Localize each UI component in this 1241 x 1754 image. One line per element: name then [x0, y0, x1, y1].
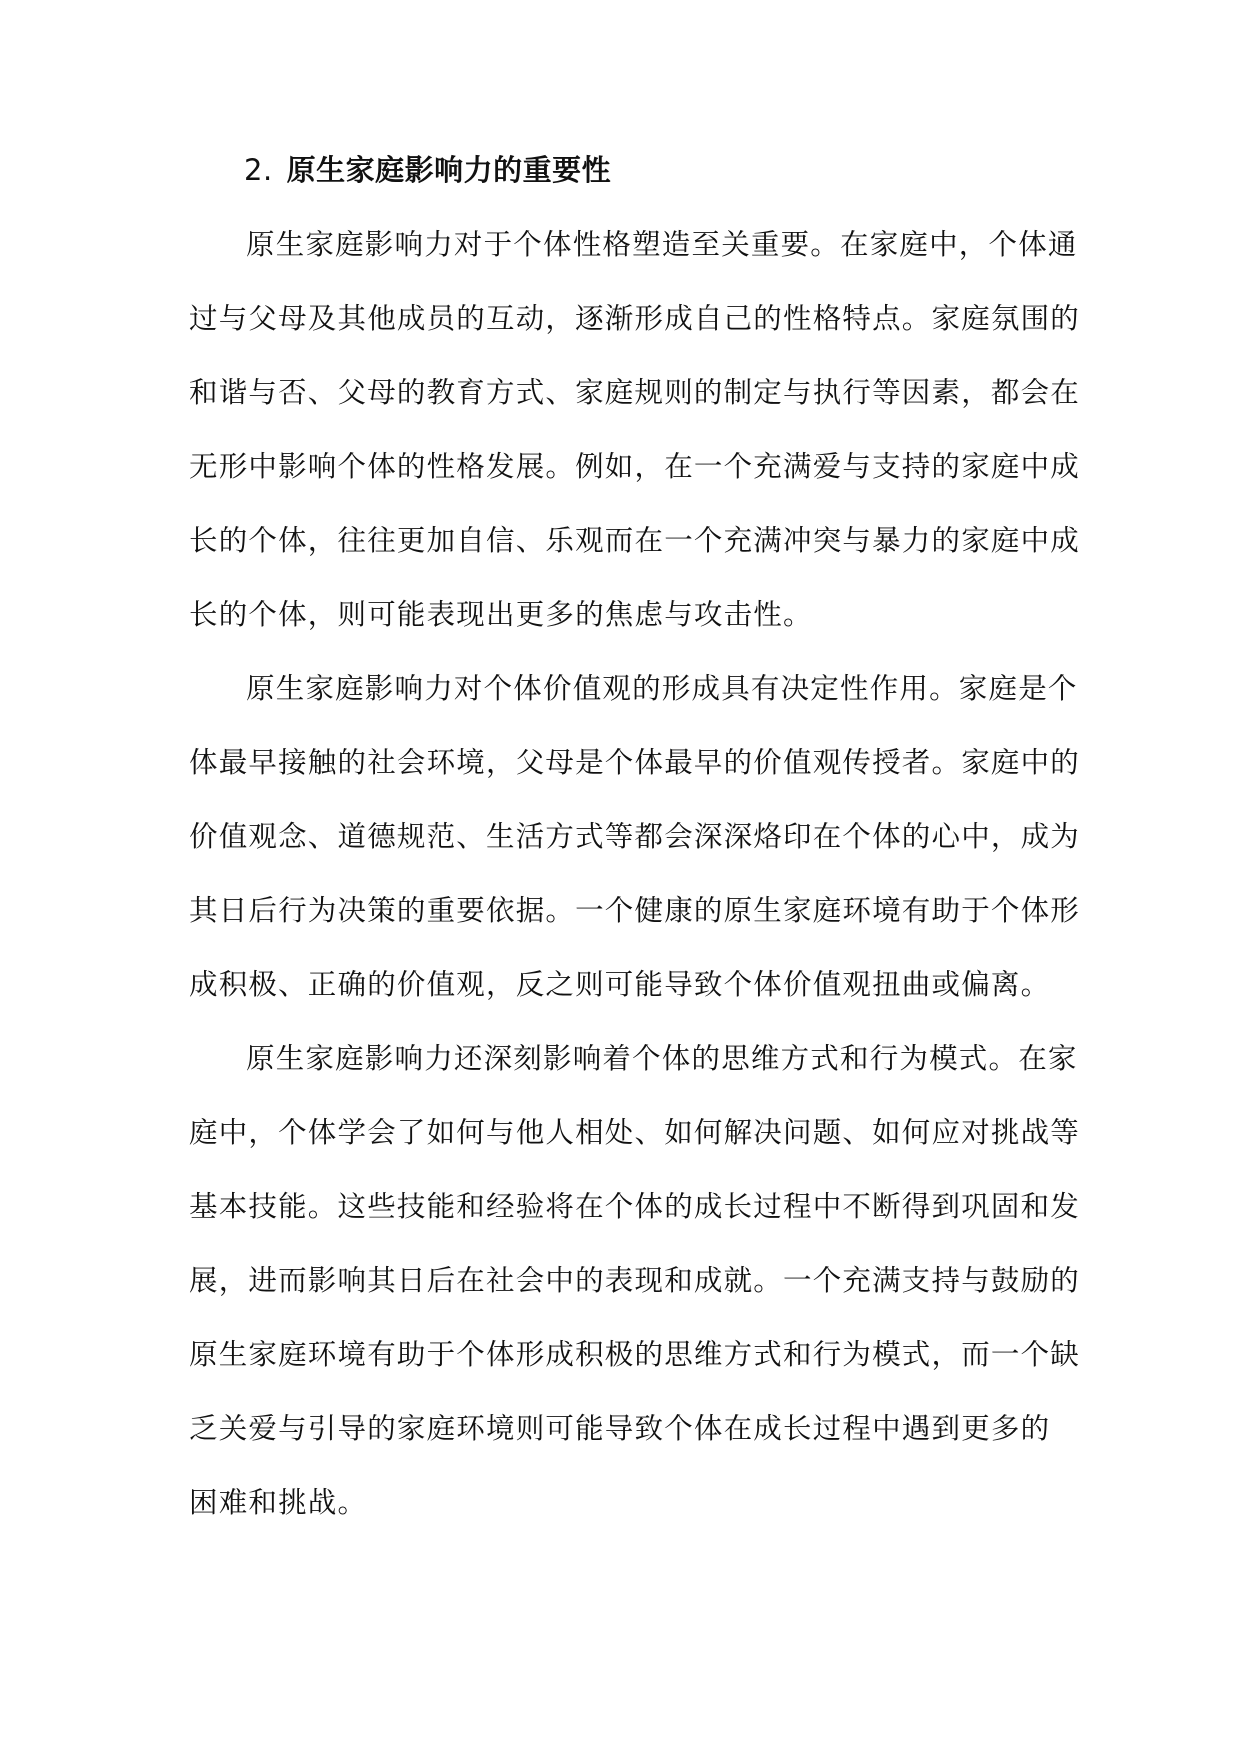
paragraph-2-line-1: 原生家庭影响力对个体价值观的形成具有决定性作用。家庭是个	[246, 672, 1078, 705]
paragraph-3-line-7: 困难和挑战。	[189, 1486, 368, 1519]
section-heading	[244, 150, 611, 190]
paragraph-3-line-6: 乏关爱与引导的家庭环境则可能导致个体在成长过程中遇到更多的	[189, 1412, 1051, 1445]
paragraph-1-line-1: 原生家庭影响力对于个体性格塑造至关重要。在家庭中，个体通	[246, 228, 1078, 261]
paragraph-1-line-3: 和谐与否、父母的教育方式、家庭规则的制定与执行等因素，都会在	[189, 376, 1081, 409]
paragraph-3-line-2: 庭中，个体学会了如何与他人相处、如何解决问题、如何应对挑战等	[189, 1116, 1081, 1149]
paragraph-3-line-3: 基本技能。这些技能和经验将在个体的成长过程中不断得到巩固和发	[189, 1190, 1081, 1223]
paragraph-3-line-5: 原生家庭环境有助于个体形成积极的思维方式和行为模式，而一个缺	[189, 1338, 1081, 1371]
paragraph-3-line-4: 展，进而影响其日后在社会中的表现和成就。一个充满支持与鼓励的	[189, 1264, 1081, 1297]
paragraph-2-line-2: 体最早接触的社会环境，父母是个体最早的价值观传授者。家庭中的	[189, 746, 1081, 779]
paragraph-1-line-6: 长的个体，则可能表现出更多的焦虑与攻击性。	[189, 598, 813, 631]
paragraph-3-line-1: 原生家庭影响力还深刻影响着个体的思维方式和行为模式。在家	[246, 1042, 1078, 1075]
section-title: 原生家庭影响力的重要性	[286, 153, 612, 187]
paragraph-1-line-2: 过与父母及其他成员的互动，逐渐形成自己的性格特点。家庭氛围的	[189, 302, 1081, 335]
section-number: 2.	[244, 153, 273, 187]
paragraph-1-line-4: 无形中影响个体的性格发展。例如，在一个充满爱与支持的家庭中成	[189, 450, 1081, 483]
paragraph-2-line-5: 成积极、正确的价值观，反之则可能导致个体价值观扭曲或偏离。	[189, 968, 1051, 1001]
paragraph-2-line-3: 价值观念、道德规范、生活方式等都会深深烙印在个体的心中，成为	[189, 820, 1081, 853]
paragraph-2-line-4: 其日后行为决策的重要依据。一个健康的原生家庭环境有助于个体形	[189, 894, 1081, 927]
paragraph-1-line-5: 长的个体，往往更加自信、乐观而在一个充满冲突与暴力的家庭中成	[189, 524, 1081, 557]
